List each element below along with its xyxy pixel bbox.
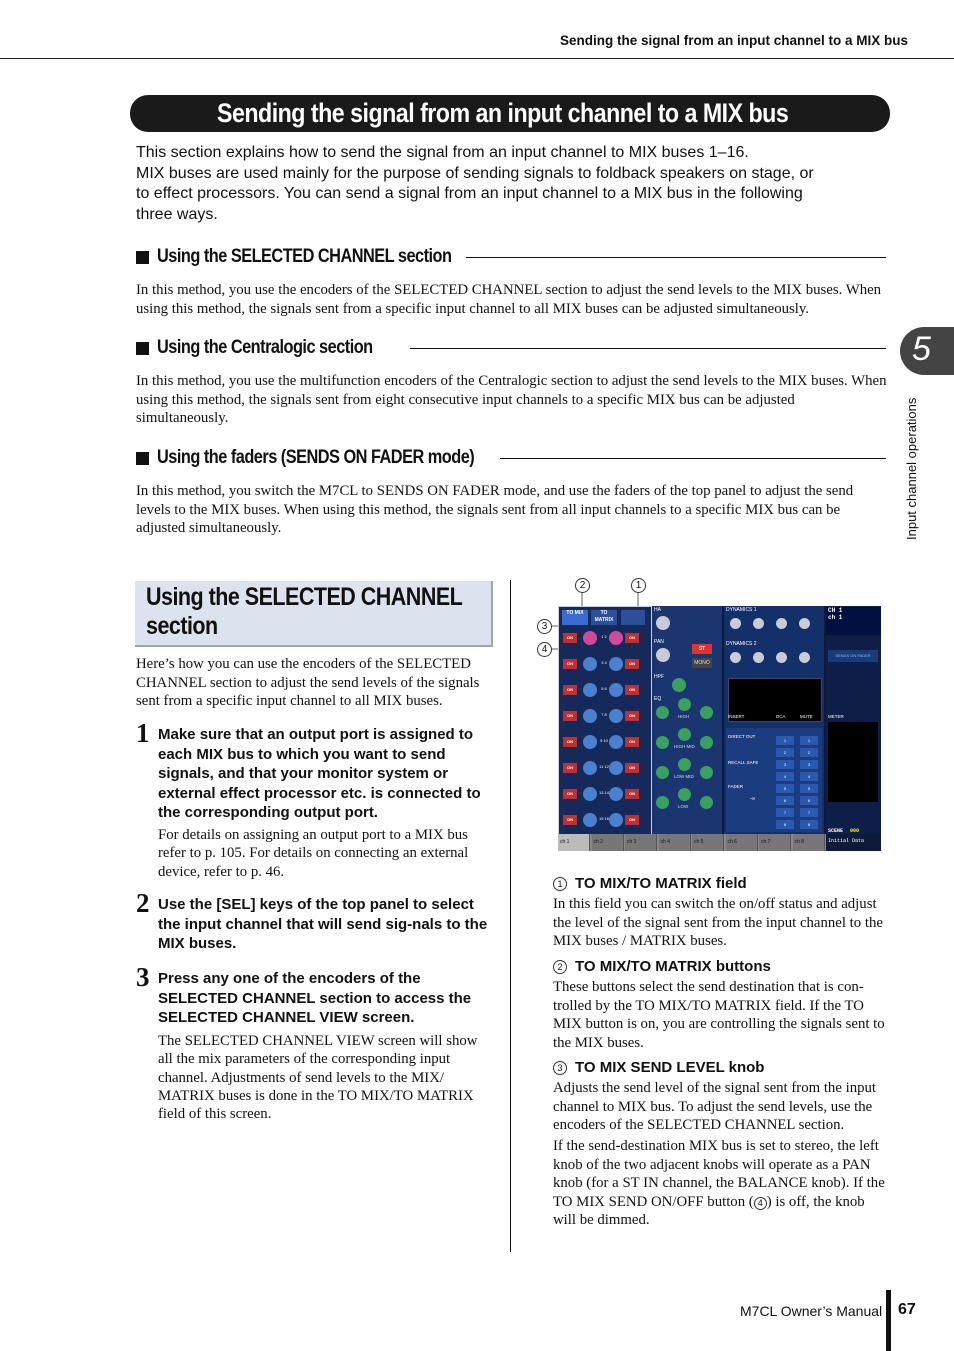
page-title: Sending the signal from an input channel to a MIX bus xyxy=(217,98,789,128)
dca-button[interactable]: 7 xyxy=(776,808,794,817)
footer-bar xyxy=(886,1290,891,1351)
item-title-1 xyxy=(553,875,747,892)
meter-label: METER xyxy=(828,714,844,719)
sends-on-fader-button[interactable]: SENDS ON FADER xyxy=(828,650,878,662)
bullet-square-icon xyxy=(136,251,149,264)
item-body-2-post: ) is off, the knob will be dimmed. xyxy=(553,1193,865,1228)
send-level-knob[interactable] xyxy=(609,657,623,671)
send-on-button[interactable]: ON xyxy=(625,737,639,747)
strip-channel[interactable]: ch 7 xyxy=(759,834,791,851)
send-on-button[interactable]: ON xyxy=(625,789,639,799)
intro-line: This section explains how to send the signal from an input channel to MIX buses 1–16. xyxy=(136,144,749,161)
st-button[interactable]: ST xyxy=(692,644,712,654)
step-title: Make sure that an output port is assigned to each MIX bus to which you want to send signals, and that your monitor system or external effect processor etc. is connected to the corresponding output port. xyxy=(158,726,481,821)
callout-2: 2 xyxy=(575,578,590,593)
eq-knob[interactable] xyxy=(656,736,669,749)
send-level-knob[interactable] xyxy=(583,813,597,827)
footer-manual: M7CL Owner’s Manual xyxy=(740,1303,883,1319)
field-expand-button[interactable] xyxy=(621,610,645,625)
method-heading-text: Using the Centralogic section xyxy=(157,337,373,358)
item-body-2 xyxy=(553,1137,885,1230)
send-on-button[interactable]: ON xyxy=(563,685,577,695)
callout-number: 2 xyxy=(553,960,567,974)
fader-label: FADER xyxy=(728,784,744,789)
dca-button[interactable]: 5 xyxy=(776,784,794,793)
scene-label: SCENE xyxy=(828,828,844,834)
send-level-knob[interactable] xyxy=(609,631,623,645)
method-text: In this method, you switch the M7CL to SENDS ON FADER mode, and use the faders of the top panel to adjust the send levels to the MIX buses. When using this method, the signals sent from all input channels to a specific MIX bus can be adjusted simultaneously. xyxy=(136,483,854,537)
section-heading: Using the SELECTED CHANNEL section xyxy=(146,583,462,640)
method-heading-faders xyxy=(136,446,526,470)
strip-channel[interactable]: ch 1 xyxy=(558,834,590,851)
send-number: 7 8 xyxy=(601,712,607,717)
send-on-button[interactable]: ON xyxy=(563,711,577,721)
mute-group-button[interactable]: 8 xyxy=(800,820,818,829)
dynamics1-label: DYNAMICS 1 xyxy=(726,607,757,613)
mute-group-button[interactable]: 4 xyxy=(800,772,818,781)
send-number: 5 6 xyxy=(601,686,607,691)
step-number: 2 xyxy=(136,888,150,918)
eq-knob[interactable] xyxy=(678,698,691,711)
ha-gain-knob[interactable] xyxy=(656,616,670,630)
channel-strip-bar xyxy=(558,834,826,851)
hpf-label: HPF xyxy=(654,674,664,680)
intro-paragraph xyxy=(136,143,896,225)
send-on-button[interactable]: ON xyxy=(563,789,577,799)
right-panel xyxy=(826,606,881,844)
send-level-knob[interactable] xyxy=(583,683,597,697)
send-number: 9 10 xyxy=(600,738,608,743)
method-text: In this method, you use the encoders of the SELECTED CHANNEL section to adjust the send levels to the MIX buses. When using this method, the signals sent from a specific input channel to all MIX buses can be adjusted simultaneously. xyxy=(136,282,882,317)
dynamics2-label: DYNAMICS 2 xyxy=(726,641,757,647)
eq-band-label: LOW MID xyxy=(674,774,694,779)
eq-knob[interactable] xyxy=(700,706,713,719)
dynamics-knob[interactable] xyxy=(730,652,741,663)
step-number: 1 xyxy=(136,718,150,748)
running-head-text: Sending the signal from an input channel to a MIX bus xyxy=(559,33,908,48)
callout-number: 3 xyxy=(553,1061,567,1075)
send-on-button[interactable]: ON xyxy=(563,815,577,825)
mute-group-button[interactable]: 5 xyxy=(800,784,818,793)
insert-label: INSERT xyxy=(728,714,745,719)
to-mix-button[interactable]: TO MIX xyxy=(562,610,588,625)
send-level-knob[interactable] xyxy=(609,761,623,775)
send-level-knob[interactable] xyxy=(609,735,623,749)
chapter-label: Input channel operations xyxy=(904,397,919,540)
running-head xyxy=(0,0,954,59)
pan-knob[interactable] xyxy=(656,648,670,662)
eq-knob[interactable] xyxy=(656,766,669,779)
dynamics-knob[interactable] xyxy=(753,652,764,663)
item-title-3 xyxy=(553,1059,764,1076)
item-title-text: TO MIX/TO MATRIX field xyxy=(575,875,747,892)
meter-display xyxy=(828,722,878,802)
channel-label: CH 1 xyxy=(828,607,843,614)
send-level-knob[interactable] xyxy=(583,709,597,723)
send-number: 15 16 xyxy=(598,816,609,821)
send-on-button[interactable]: ON xyxy=(625,685,639,695)
eq-band-label: HIGH MID xyxy=(674,744,695,749)
item-body: In this field you can switch the on/off status and adjust the level of the signal sent from the input channel to the MIX buses / MATRIX buses. xyxy=(553,896,883,949)
dca-label: DCA xyxy=(776,714,786,719)
column-divider xyxy=(510,580,511,1252)
strip-channel[interactable]: ch 5 xyxy=(692,834,724,851)
send-number: 13 14 xyxy=(598,790,609,795)
channel-name: ch 1 xyxy=(828,614,843,621)
bullet-square-icon xyxy=(136,452,149,465)
method-text: In this method, you use the multifunction encoders of the Centralogic section to adjust the send levels to the MIX buses. When using this method, the signals sent from eight consecutive input channels to a specific MIX bus can be adjusted simultaneously. xyxy=(136,373,887,427)
step-title: Use the [SEL] keys of the top panel to select the input channel that will send sig-nals to the MIX buses. xyxy=(158,896,488,952)
method-heading-selected-channel xyxy=(136,245,499,269)
method-heading-centralogic xyxy=(136,336,408,360)
item-body-2-pre: If the send-destination MIX bus is set to stereo, the left knob of the two adjacent knobs will operate as a PAN knob (for a ST IN channel, the BALANCE knob). If the TO MIX SEND ON/OFF button ( xyxy=(553,1138,885,1210)
step-body: For details on assigning an output port to a MIX bus refer to p. 105. For details on connecting an external device, refer to p. 46. xyxy=(158,827,469,880)
callout-number: 1 xyxy=(553,877,567,891)
send-on-button[interactable]: ON xyxy=(625,763,639,773)
send-on-button[interactable]: ON xyxy=(563,633,577,643)
eq-band-label: LOW xyxy=(678,804,689,809)
scene-name: Initial Data xyxy=(828,838,865,844)
eq-knob[interactable] xyxy=(656,706,669,719)
step-number: 3 xyxy=(136,962,150,992)
chapter-number: 5 xyxy=(912,330,931,368)
eq-knob[interactable] xyxy=(656,796,669,809)
step-title: Press any one of the encoders of the SELECTED CHANNEL section to access the SELECTED CHANNEL VIEW screen. xyxy=(158,970,472,1026)
strip-channel[interactable]: ch 4 xyxy=(659,834,691,851)
send-on-button[interactable]: ON xyxy=(625,659,639,669)
item-body: Adjusts the send level of the signal sent from the input channel to MIX bus. To adjust the send levels, use the encoders of the SELECTED CHANNEL section. xyxy=(553,1080,877,1133)
strip-channel[interactable]: ch 3 xyxy=(625,834,657,851)
dca-button[interactable]: 6 xyxy=(776,796,794,805)
to-matrix-button[interactable]: TO MATRIX xyxy=(591,610,617,625)
eq-knob[interactable] xyxy=(678,788,691,801)
mute-group-button[interactable]: 7 xyxy=(800,808,818,817)
send-on-button[interactable]: ON xyxy=(563,737,577,747)
bullet-square-icon xyxy=(136,342,149,355)
to-mix-field[interactable] xyxy=(558,606,652,836)
send-number: 3 4 xyxy=(601,660,607,665)
dca-button[interactable]: 3 xyxy=(776,760,794,769)
callout-3: 3 xyxy=(537,619,552,634)
section-heading-box xyxy=(135,581,493,647)
item-title-2 xyxy=(553,958,771,975)
item-title-text: TO MIX/TO MATRIX buttons xyxy=(575,958,771,975)
page-title-bar xyxy=(130,95,890,132)
send-on-button[interactable]: ON xyxy=(563,659,577,669)
send-level-knob[interactable] xyxy=(583,735,597,749)
eq-knob[interactable] xyxy=(700,766,713,779)
method-heading-text: Using the SELECTED CHANNEL section xyxy=(157,246,452,267)
scene-number: 000 xyxy=(850,828,860,834)
eq-knob[interactable] xyxy=(678,728,691,741)
pan-label: PAN xyxy=(654,639,664,645)
intro-line: three ways. xyxy=(136,205,218,223)
mono-button[interactable]: MONO xyxy=(692,658,712,668)
hpf-knob[interactable] xyxy=(672,678,686,692)
section-intro: Here’s how you can use the encoders of the SELECTED CHANNEL section to adjust the send levels of the signals sent from a specific input channel to all MIX buses. xyxy=(136,656,480,709)
eq-knob[interactable] xyxy=(700,736,713,749)
recall-safe-label: RECALL SAFE xyxy=(728,760,759,765)
eq-knob[interactable] xyxy=(678,758,691,771)
method-heading-text: Using the faders (SENDS ON FADER mode) xyxy=(157,447,475,468)
send-number: 11 12 xyxy=(599,764,609,769)
send-level-knob[interactable] xyxy=(609,709,623,723)
dynamics-knob[interactable] xyxy=(730,618,741,629)
dca-button[interactable]: 1 xyxy=(776,736,794,745)
send-on-button[interactable]: ON xyxy=(625,633,639,643)
selected-channel-view-screenshot xyxy=(558,606,881,851)
send-level-knob[interactable] xyxy=(583,787,597,801)
ha-eq-panel xyxy=(652,606,722,834)
eq-band-label: HIGH xyxy=(678,714,690,719)
channel-name-box xyxy=(826,607,881,635)
strip-channel[interactable]: ch 6 xyxy=(726,834,758,851)
dynamics-knob[interactable] xyxy=(776,618,787,629)
heading-rule xyxy=(410,348,886,349)
mute-group-button[interactable]: 1 xyxy=(800,736,818,745)
mute-group-button[interactable]: 2 xyxy=(800,748,818,757)
send-level-knob[interactable] xyxy=(609,787,623,801)
mute-group-button[interactable]: 3 xyxy=(800,760,818,769)
callout-4: 4 xyxy=(537,642,552,657)
send-level-knob[interactable] xyxy=(583,761,597,775)
mute-label: MUTE xyxy=(800,714,813,719)
dynamics-knob[interactable] xyxy=(776,652,787,663)
send-on-button[interactable]: ON xyxy=(563,763,577,773)
item-body: These buttons select the send destination that is con-trolled by the TO MIX/TO MATRIX field. If the TO MIX button is on, you are controlling the signals sent to the MIX buses. xyxy=(553,979,885,1051)
strip-channel[interactable]: ch 8 xyxy=(793,834,825,851)
send-level-knob[interactable] xyxy=(609,813,623,827)
dynamics-knob[interactable] xyxy=(799,652,810,663)
intro-line: to effect processors. You can send a signal from an input channel to a MIX bus in the following xyxy=(136,185,803,202)
insert-dca-area xyxy=(726,710,824,832)
dynamics-knob[interactable] xyxy=(799,618,810,629)
send-level-knob[interactable] xyxy=(609,683,623,697)
send-on-button[interactable]: ON xyxy=(625,815,639,825)
direct-out-label: DIRECT OUT xyxy=(728,734,756,739)
dynamics-knob[interactable] xyxy=(753,618,764,629)
item-title-text: TO MIX SEND LEVEL knob xyxy=(575,1059,765,1076)
send-on-button[interactable]: ON xyxy=(625,711,639,721)
callout-1: 1 xyxy=(631,578,646,593)
intro-line: MIX buses are used mainly for the purpose of sending signals to foldback speakers on stage, or xyxy=(136,164,814,182)
step-body: The SELECTED CHANNEL VIEW screen will show all the mix parameters of the corresponding input channel. Adjustments of send levels to the MIX/ MATRIX buses is done in the TO MIX/TO MATRIX field of this screen. xyxy=(158,1033,478,1123)
mute-group-button[interactable]: 6 xyxy=(800,796,818,805)
send-level-knob[interactable] xyxy=(583,631,597,645)
heading-rule xyxy=(466,257,886,258)
dca-button[interactable]: 4 xyxy=(776,772,794,781)
heading-rule xyxy=(500,458,886,459)
dca-button[interactable]: 8 xyxy=(776,820,794,829)
fader-value: -∞ xyxy=(750,796,756,802)
ha-label: HA xyxy=(654,607,661,613)
page-number: 67 xyxy=(898,1301,916,1318)
strip-channel[interactable]: ch 2 xyxy=(592,834,624,851)
eq-knob[interactable] xyxy=(700,796,713,809)
send-level-knob[interactable] xyxy=(583,657,597,671)
dca-button[interactable]: 2 xyxy=(776,748,794,757)
inline-callout-4: 4 xyxy=(754,1197,767,1210)
send-number: 1 2 xyxy=(601,634,607,639)
eq-label: EQ xyxy=(654,696,662,702)
